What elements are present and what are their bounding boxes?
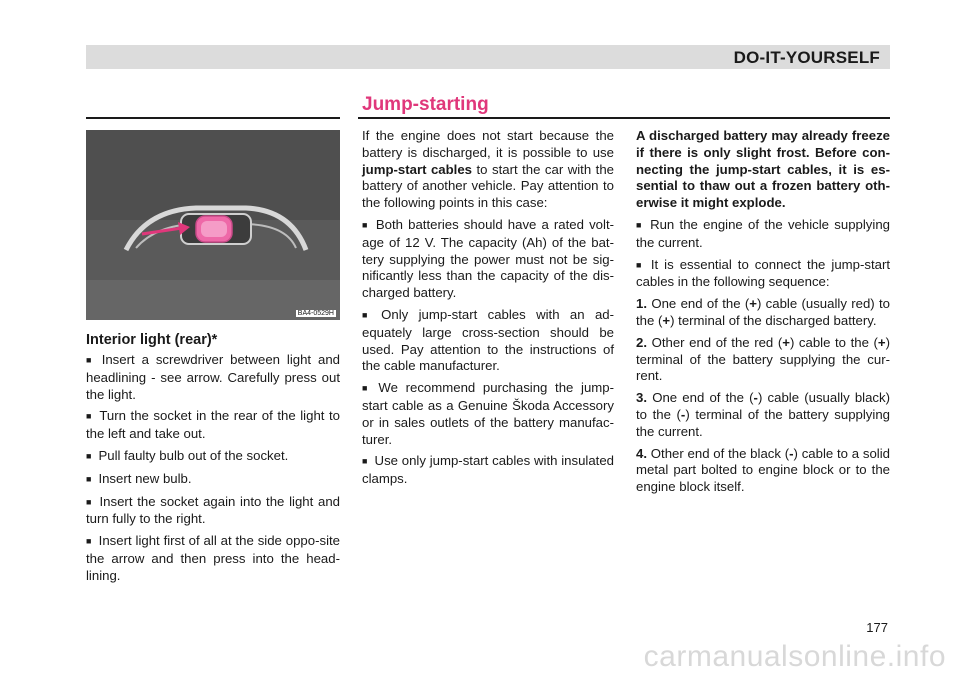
section-title: DO-IT-YOURSELF bbox=[733, 48, 880, 67]
warning-text: A discharged battery may already freeze if there is only slight frost. Before con-necting the jump-start cables, it is es-sential to thaw out a frozen battery oth-erwise it might explode. bbox=[636, 128, 890, 211]
list-item: ■ Insert the socket again into the light and turn fully to the right. bbox=[86, 494, 340, 529]
list-item: ■ It is essential to connect the jump-start cables in the following sequence: bbox=[636, 257, 890, 292]
list-item: ■ Insert a screwdriver between light and headlining - see arrow. Carefully press out the light. bbox=[86, 352, 340, 403]
step-item: 3. One end of the (-) cable (usually black) to the (-) terminal of the battery supplying the current. bbox=[636, 390, 891, 439]
list-item: ■ Both batteries should have a rated volt-age of 12 V. The capacity (Ah) of the bat-tery supplying the power must not be sig-nificantly less than the capacity of the dis-charged battery. bbox=[362, 217, 614, 302]
intro-paragraph: If the engine does not start because the battery is discharged, it is possible to use jump-start cables to start the car with the battery of another vehicle. Pay attention to the following points in this case: bbox=[362, 128, 614, 211]
page-number: 177 bbox=[866, 620, 888, 635]
header-bar bbox=[86, 45, 890, 69]
left-rule bbox=[86, 117, 340, 119]
list-item: ■ Insert light first of all at the side oppo-site the arrow and then press into the head-lining. bbox=[86, 533, 340, 584]
list-item: ■ Turn the socket in the rear of the light to the left and take out. bbox=[86, 408, 340, 443]
list-item: ■ Only jump-start cables with an ad-equately large cross-section should be used. Pay attention to the instructions of the cable manufacturer. bbox=[362, 307, 614, 375]
list-item: ■ Pull faulty bulb out of the socket. bbox=[86, 448, 340, 466]
interior-light-illustration bbox=[86, 130, 340, 320]
figure-label: BA4-0529H bbox=[297, 310, 334, 317]
list-item: ■ Run the engine of the vehicle supplying the current. bbox=[636, 217, 890, 252]
step-item: 2. Other end of the red (+) cable to the (+) terminal of the battery supplying the cur-rent. bbox=[636, 334, 890, 384]
step-item: 1. One end of the (+) cable (usually red) to the (+) terminal of the discharged battery. bbox=[636, 296, 890, 328]
list-item: ■ We recommend purchasing the jump-start cable as a Genuine Škoda Accessory or in sales outlets of the battery manufac-turer. bbox=[362, 380, 614, 448]
left-column bbox=[86, 352, 340, 590]
list-item: ■ Use only jump-start cables with insulated clamps. bbox=[362, 453, 614, 488]
step-item: 4. Other end of the black (-) cable to a solid metal part bolted to engine block or to the engine block itself. bbox=[636, 445, 891, 495]
list-item: ■ Insert new bulb. bbox=[86, 471, 340, 489]
right-rule bbox=[358, 117, 890, 119]
right-column bbox=[636, 128, 890, 501]
middle-column bbox=[362, 128, 614, 493]
jump-starting-title: Jump-starting bbox=[362, 94, 489, 115]
watermark: carmanualsonline.info bbox=[643, 640, 946, 673]
interior-light-heading: Interior light (rear)* bbox=[86, 332, 218, 348]
interior-light-figure bbox=[86, 130, 340, 320]
